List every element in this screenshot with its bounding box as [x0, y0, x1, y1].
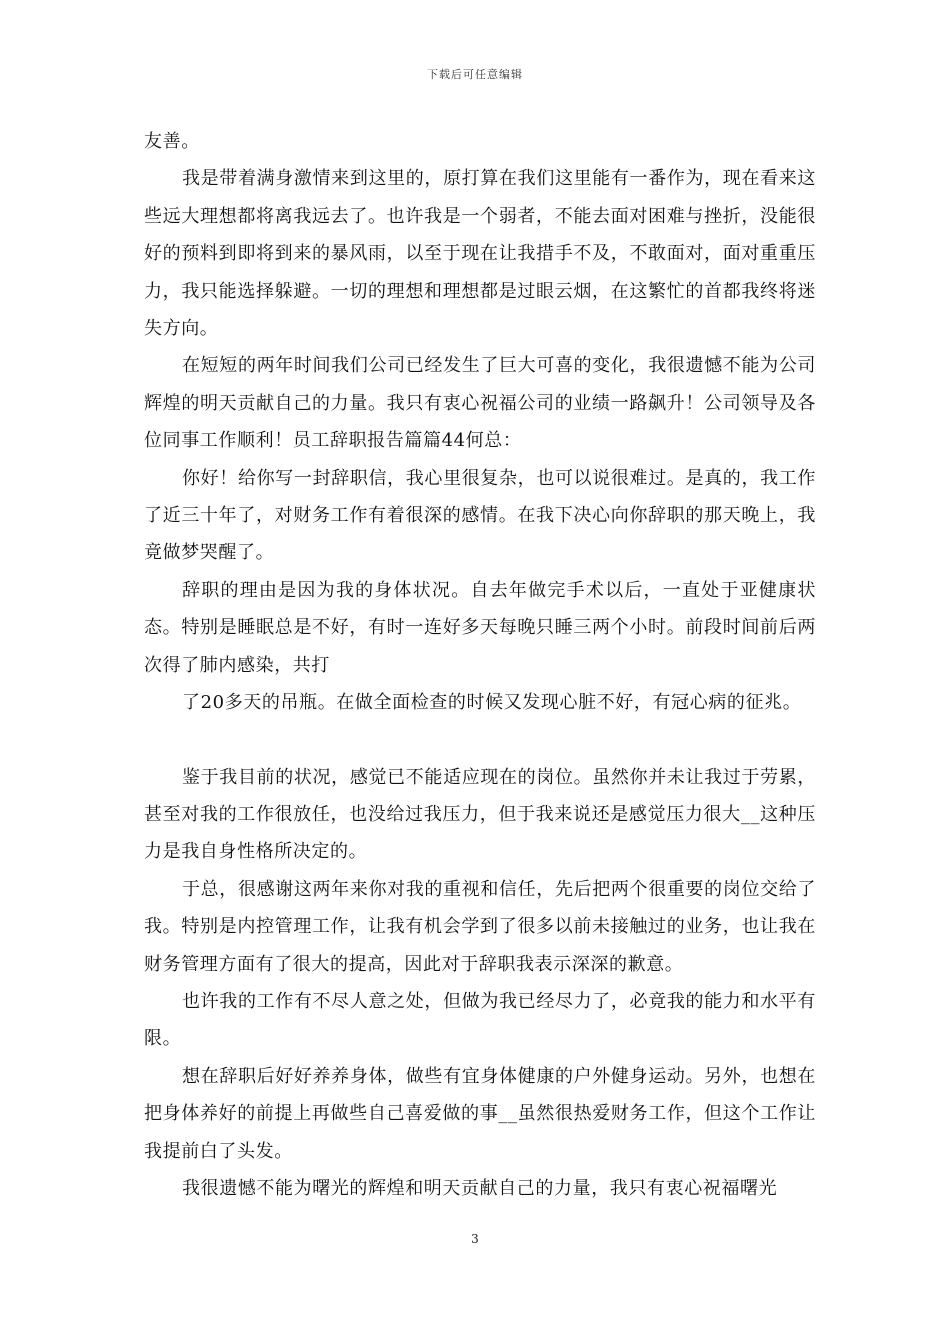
document-body — [144, 123, 816, 1207]
paragraph-gap — [144, 722, 816, 759]
paragraph: 我是带着满身激情来到这里的，原打算在我们这里能有一番作为，现在看来这些远大理想都将离我远去了。也许我是一个弱者，不能去面对困难与挫折，没能很好的预料到即将到来的暴风雨，以至于现在让我措手不及，不敢面对，面对重重压力，我只能选择躲避。一切的理想和理想都是过眼云烟，在这繁忙的首都我终将迷失方向。 — [144, 168, 816, 340]
paragraph: 我很遗憾不能为曙光的辉煌和明天贡献自己的力量，我只有衷心祝福曙光 — [182, 1177, 778, 1199]
paragraph: 想在辞职后好好养养身体，做些有宜身体健康的户外健身运动。另外，也想在把身体养好的前提上再做些自己喜爱做的事__虽然很热爱财务工作，但这个工作让我提前白了头发。 — [144, 1065, 816, 1162]
paragraph: 于总，很感谢这两年来你对我的重视和信任，先后把两个很重要的岗位交给了我。特别是内控管理工作，让我有机会学到了很多以前未接触过的业务，也让我在财务管理方面有了很大的提高，因此对于辞职我表示深深的歉意。 — [144, 878, 816, 975]
page-number: 3 — [471, 1232, 479, 1246]
paragraph: 了20多天的吊瓶。在做全面检查的时候又发现心脏不好，有冠心病的征兆。 — [182, 692, 802, 714]
paragraph: 在短短的两年时间我们公司已经发生了巨大可喜的变化，我很遗憾不能为公司辉煌的明天贡献自己的力量。我只有衷心祝福公司的业绩一路飙升！公司领导及各位同事工作顺利！员工辞职报告篇篇44何总： — [144, 355, 816, 452]
paragraph: 鉴于我目前的状况，感觉已不能适应现在的岗位。虽然你并未让我过于劳累，甚至对我的工作很放任，也没给过我压力，但于我来说还是感觉压力很大__这种压力是我自身性格所决定的。 — [144, 766, 816, 863]
page-header: 下载后可任意编辑 — [427, 68, 523, 81]
paragraph: 辞职的理由是因为我的身体状况。自去年做完手术以后，一直处于亚健康状态。特别是睡眠总是不好，有时一连好多天每晚只睡三两个小时。前段时间前后两次得了肺内感染，共打 — [144, 579, 816, 676]
paragraph: 友善。 — [144, 131, 200, 152]
paragraph: 你好！给你写一封辞职信，我心里很复杂，也可以说很难过。是真的，我工作了近三十年了，对财务工作有着很深的感情。在我下决心向你辞职的那天晚上，我竟做梦哭醒了。 — [144, 467, 816, 564]
paragraph: 也许我的工作有不尽人意之处，但做为我已经尽力了，必竟我的能力和水平有限。 — [144, 990, 816, 1050]
